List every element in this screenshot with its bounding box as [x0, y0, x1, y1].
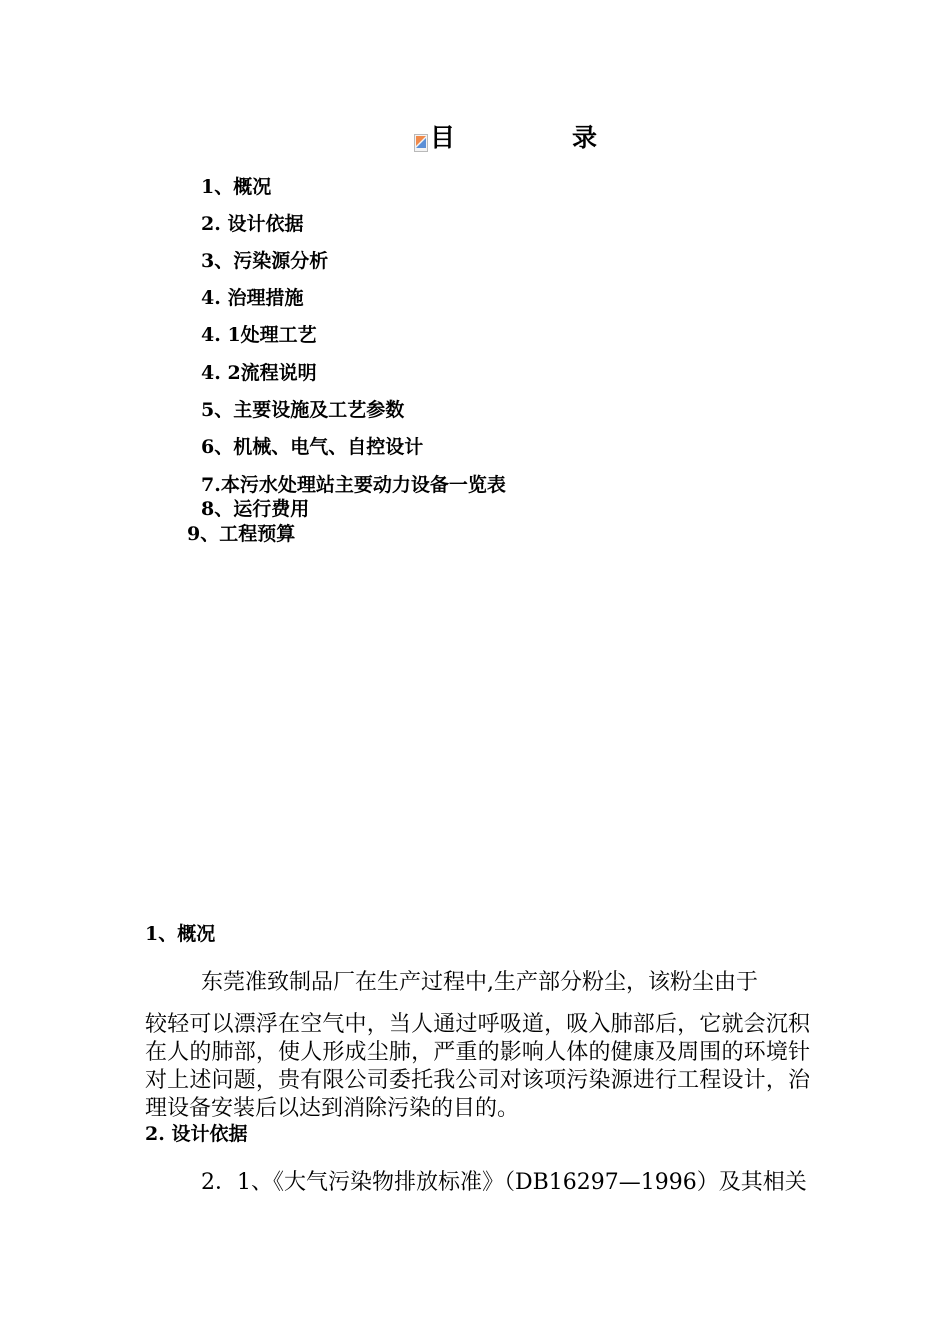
toc-item-treatment-measures: 4. 治理措施	[201, 287, 304, 309]
toc-title-block	[414, 120, 643, 160]
toc-item-budget: 9、工程预算	[187, 523, 296, 545]
toc-item-overview: 1、概况	[201, 176, 272, 198]
toc-item-main-facilities: 5、主要设施及工艺参数	[201, 399, 405, 421]
design-basis-first-line: 2．1、《大气污染物排放标准》（DB16297—1996）及其相关	[201, 1170, 807, 1195]
toc-item-process: 4. 1处理工艺	[201, 324, 317, 346]
overview-first-line: 东莞准致制品厂在生产过程中,生产部分粉尘，该粉尘由于	[201, 970, 758, 995]
toc-title: 目 录	[430, 123, 644, 152]
toc-item-pollution-analysis: 3、污染源分析	[201, 250, 329, 272]
toc-item-equipment-list: 7.本污水处理站主要动力设备一览表	[201, 474, 506, 496]
section-heading-design-basis: 2. 设计依据	[145, 1123, 248, 1145]
toc-item-mechanical-electrical: 6、机械、电气、自控设计	[201, 436, 424, 458]
toc-item-design-basis: 2. 设计依据	[201, 213, 304, 235]
toc-item-operating-cost: 8、运行费用	[201, 498, 310, 520]
overview-paragraph: 较轻可以漂浮在空气中，当人通过呼吸道，吸入肺部后，它就会沉积在人的肺部，使人形成尘肺，严重的影响人体的健康及周围的环境针对上述问题，贵有限公司委托我公司对该项污染源进行工程设计，治理设备安装后以达到消除污染的目的。	[145, 1012, 810, 1121]
broken-image-icon	[414, 134, 428, 152]
section-heading-overview: 1、概况	[145, 923, 216, 945]
toc-item-flow-description: 4. 2流程说明	[201, 362, 317, 384]
